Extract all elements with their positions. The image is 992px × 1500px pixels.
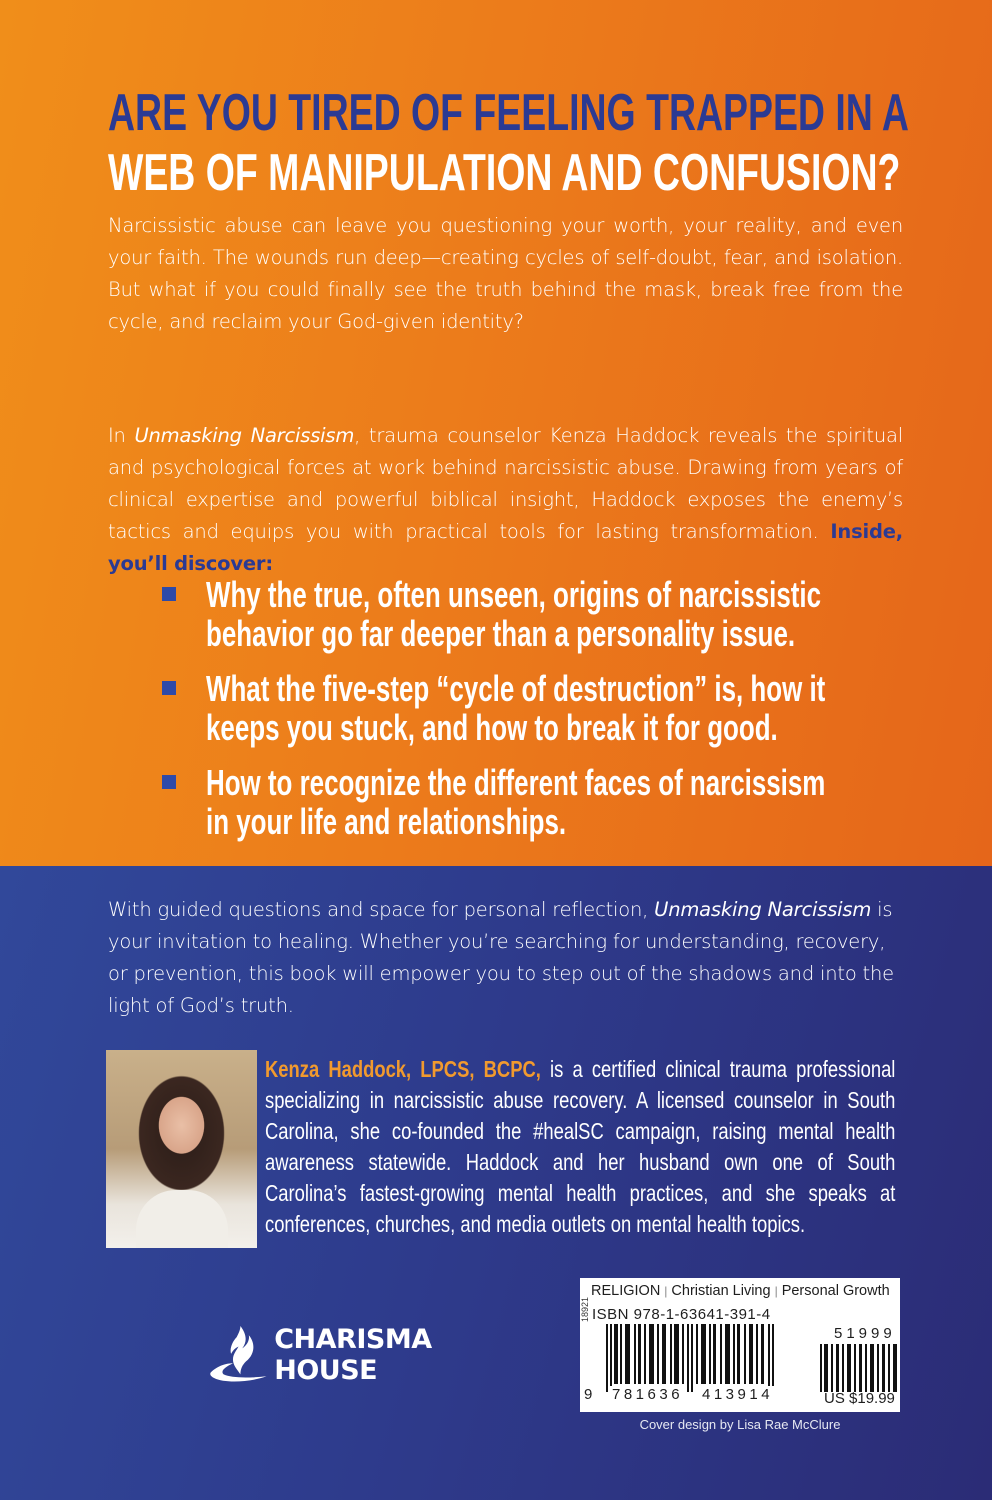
publisher-name: CHARISMA HOUSE <box>274 1324 432 1386</box>
bullet-text: What the five-step “cycle of destruction” is, how it keeps you stuck, and how to break it for good. <box>206 668 826 748</box>
description-body: , trauma counselor Kenza Haddock reveals the spiritual and psychological forces at work behind narcissistic abuse. Drawing from years of clinical expertise and powerful biblical insight, Haddock exposes the enemy’s tactics and equips you with practical tools for lasting transformation. <box>108 424 903 543</box>
author-bio <box>265 1054 895 1240</box>
author-name: Kenza Haddock, LPCS, BCPC, <box>265 1056 541 1082</box>
headline-line-1: ARE YOU TIRED OF FEELING TRAPPED IN A <box>108 84 909 142</box>
description-prefix: In <box>108 424 135 447</box>
publisher-logo <box>205 1318 525 1388</box>
ean-barcode <box>592 1324 792 1392</box>
book-title: Unmasking Narcissism <box>134 424 355 447</box>
author-photo-blazer <box>136 1190 228 1248</box>
price-addon-barcode <box>818 1344 904 1392</box>
book-title: Unmasking Narcissism <box>654 898 872 921</box>
square-bullet-icon <box>162 681 176 695</box>
author-photo <box>106 1050 257 1248</box>
ean-first-digit: 9 <box>584 1386 596 1403</box>
bullet-item <box>160 575 920 653</box>
isbn-label: ISBN 978-1-63641-391-4 <box>592 1306 771 1323</box>
addon-number: 51999 <box>834 1325 896 1342</box>
square-bullet-icon <box>162 775 176 789</box>
ean-group-1: 781636 <box>612 1386 684 1403</box>
description-paragraph <box>108 420 903 580</box>
headline-line-2: WEB OF MANIPULATION AND CONFUSION? <box>108 144 901 202</box>
closing-paragraph <box>108 894 903 1022</box>
closing-body: is your invitation to healing. Whether you’re searching for understanding, recovery, or prevention, this book will empower you to step out of the shadows and into the light of God’s truth. <box>108 898 894 1017</box>
closing-prefix: With guided questions and space for personal reflection, <box>108 898 655 921</box>
author-bio-text: is a certified clinical trauma professional specializing in narcissistic abuse recovery. A licensed counselor in South Carolina, she co-founded the #healSC campaign, raising mental health awareness statewide. Haddock and her husband own one of South Carolina’s fastest-growing mental health practices, and she speaks at conferences, churches, and media outlets on mental health topics. <box>265 1056 896 1237</box>
price-label: US $19.99 <box>824 1390 895 1407</box>
intro-paragraph: Narcissistic abuse can leave you questioning your worth, your reality, and even your faith. The wounds run deep—creating cycles of self-doubt, fear, and isolation. But what if you could finally see the truth behind the mask, break free from the cycle, and reclaim your God-given identity? <box>108 214 903 333</box>
discover-callout: Inside, you’ll discover: <box>108 520 903 575</box>
barcode-box <box>580 1278 900 1412</box>
bullet-text: How to recognize the different faces of narcissism in your life and relationships. <box>206 762 826 842</box>
flame-icon <box>205 1318 270 1388</box>
bullet-list <box>160 575 920 857</box>
bisac-categories: RELIGION | Christian Living | Personal Growth <box>591 1283 890 1299</box>
square-bullet-icon <box>162 587 176 601</box>
bullet-text: Why the true, often unseen, origins of narcissistic behavior go far deeper than a personality issue. <box>206 574 821 654</box>
category-religion: RELIGION <box>591 1283 661 1299</box>
ean-group-2: 413914 <box>702 1386 774 1403</box>
cover-design-credit: Cover design by Lisa Rae McClure <box>639 1417 841 1432</box>
bullet-item <box>160 669 920 747</box>
category-christian-living: Christian Living <box>671 1283 771 1299</box>
side-number: 18921 <box>580 1296 590 1322</box>
category-personal-growth: Personal Growth <box>781 1283 890 1299</box>
bullet-item <box>160 763 920 841</box>
